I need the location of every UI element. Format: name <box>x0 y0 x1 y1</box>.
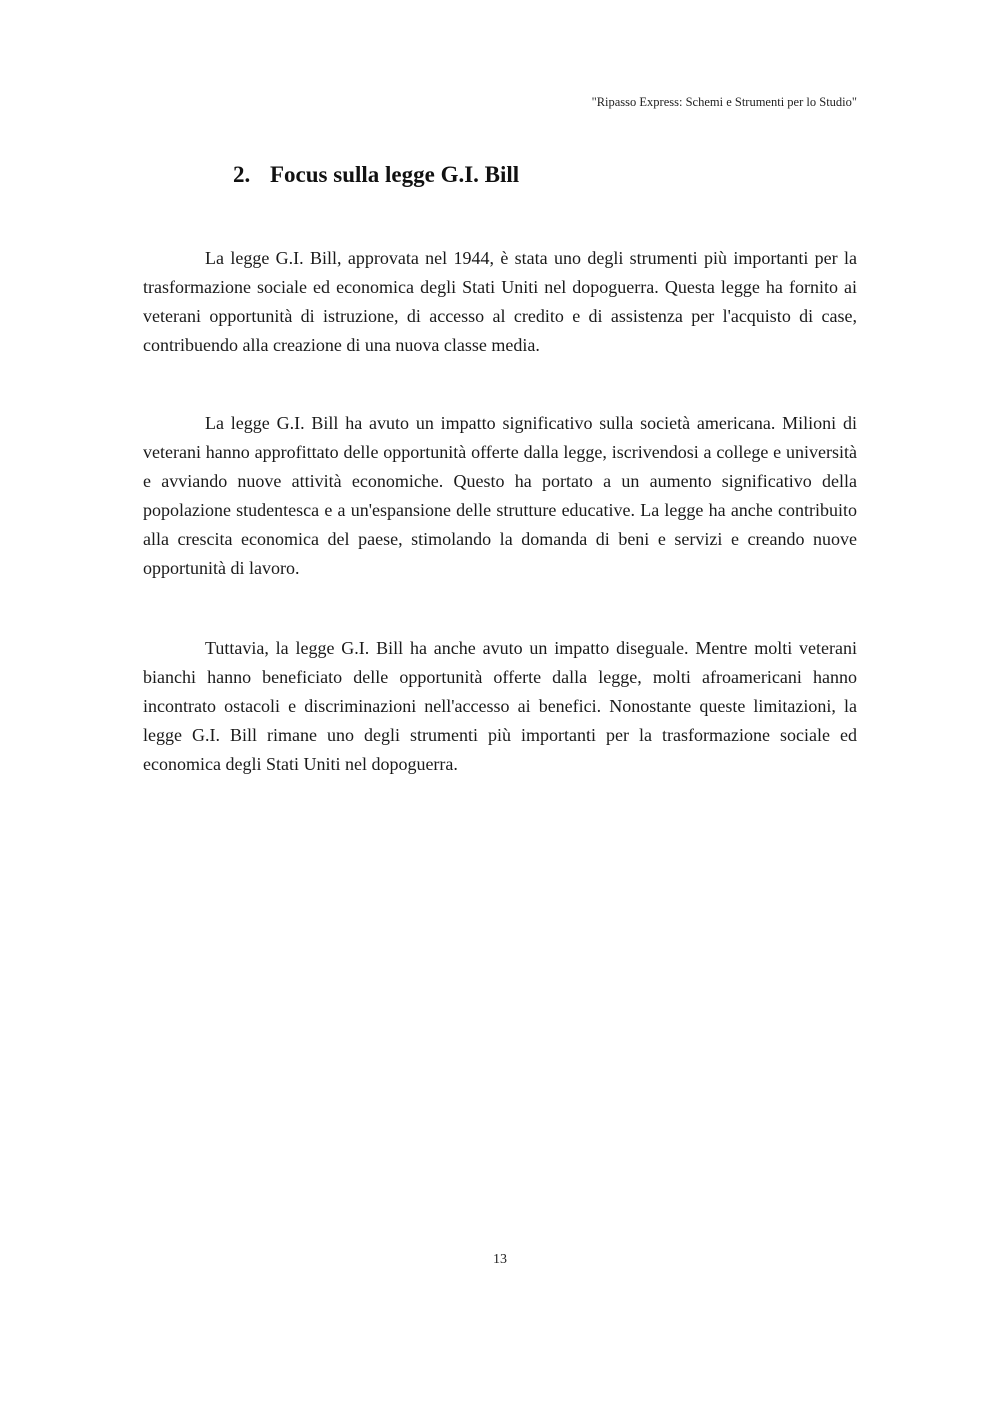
running-header: "Ripasso Express: Schemi e Strumenti per lo Studio" <box>591 95 857 109</box>
paragraph: Tuttavia, la legge G.I. Bill ha anche avuto un impatto diseguale. Mentre molti veterani bianchi hanno beneficiato delle opportunità offerte dalla legge, molti afroamericani hanno incontrato ostacoli e discriminazioni nell'accesso ai benefici. Nonostante queste limitazioni, la legge G.I. Bill rimane uno degli strumenti più importanti per la trasformazione sociale ed economica degli Stati Uniti nel dopoguerra. <box>143 638 857 774</box>
paragraph: La legge G.I. Bill ha avuto un impatto significativo sulla società americana. Milioni di veterani hanno approfittato delle opportunità offerte dalla legge, iscrivendosi a college e università e avviando nuove attività economiche. Questo ha portato a un aumento significativo della popolazione studentesca e a un'espansione delle strutture educative. La legge ha anche contribuito alla crescita economica del paese, stimolando la domanda di beni e servizi e creando nuove opportunità di lavoro. <box>143 413 857 578</box>
paragraph: La legge G.I. Bill, approvata nel 1944, è stata uno degli strumenti più importanti per la trasformazione sociale ed economica degli Stati Uniti nel dopoguerra. Questa legge ha fornito ai veterani opportunità di istruzione, di accesso al credito e di assistenza per l'acquisto di case, contribuendo alla creazione di una nuova classe media. <box>143 248 857 355</box>
section-title: Focus sulla legge G.I. Bill <box>270 162 520 187</box>
section-number: 2. <box>233 162 251 187</box>
section-heading <box>233 162 519 188</box>
page-number: 13 <box>493 1252 507 1267</box>
